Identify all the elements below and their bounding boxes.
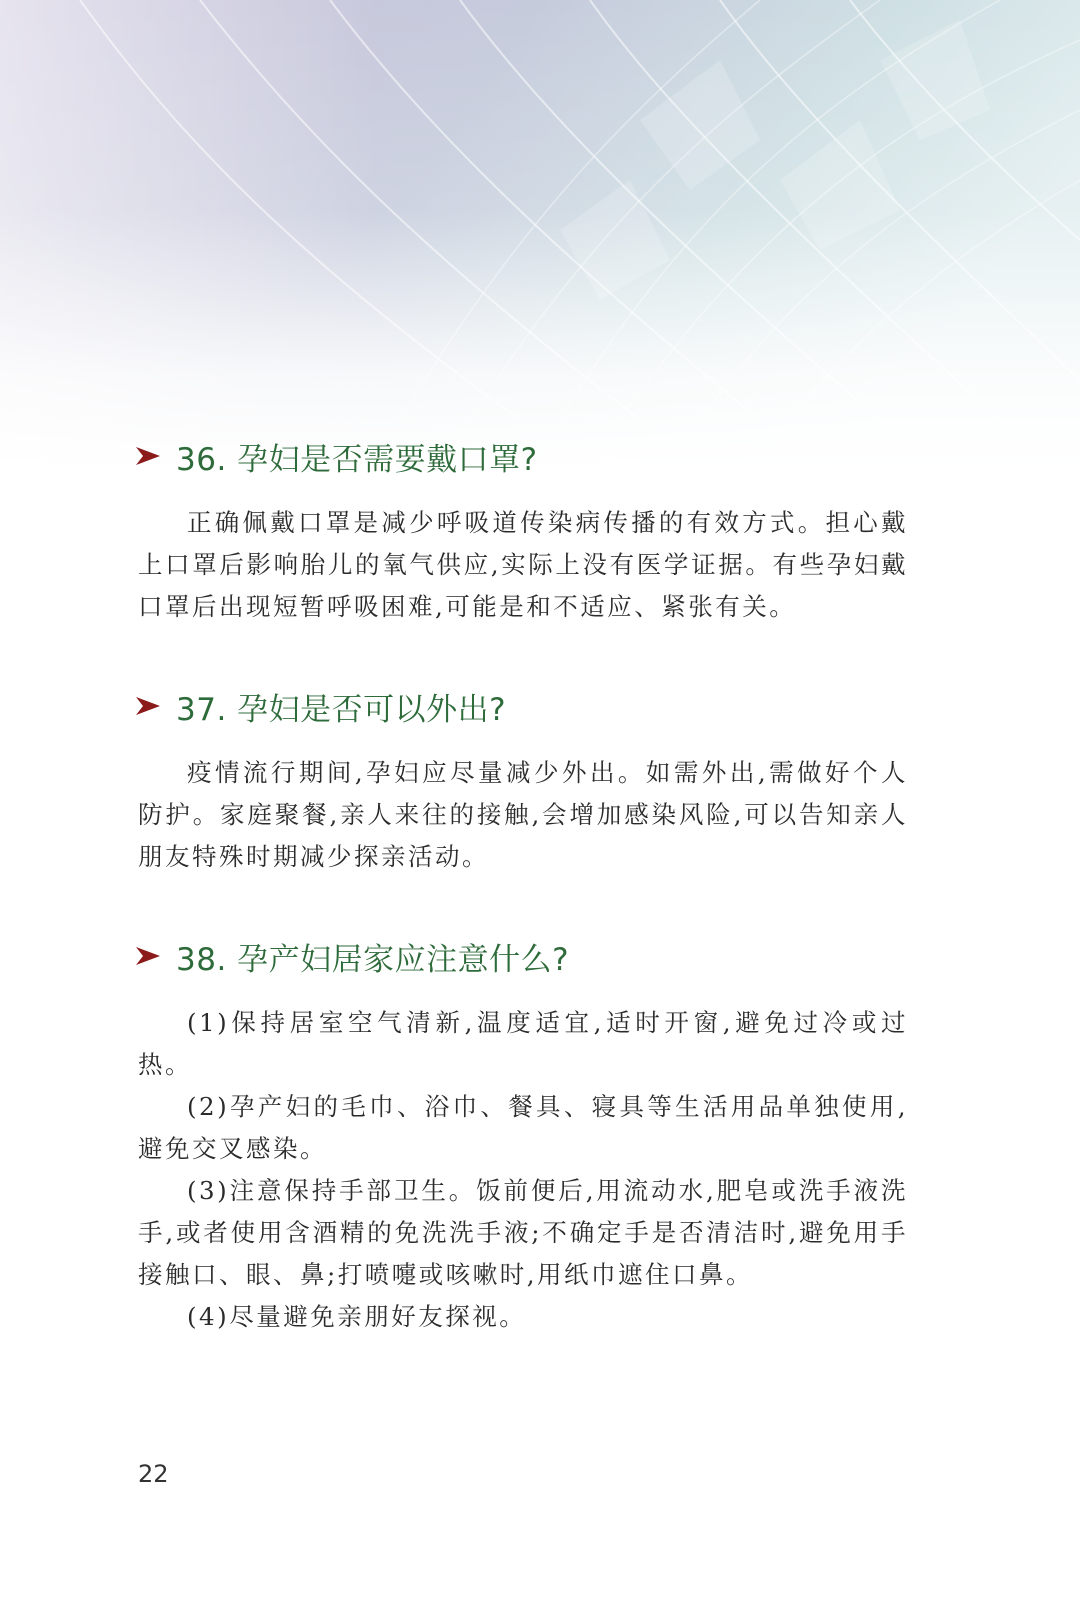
paragraph-item-3: (3)注意保持手部卫生。饭前便后,用流动水,肥皂或洗手液洗手,或者使用含酒精的免洗洗手液;不确定手是否清洁时,避免用手接触口、眼、鼻;打喷嚏或咳嗽时,用纸巾遮住口鼻。 <box>138 1176 908 1289</box>
section-heading <box>134 678 908 734</box>
paragraph-item-1: (1)保持居室空气清新,温度适宜,适时开窗,避免过冷或过热。 <box>138 1008 908 1079</box>
paragraph: 疫情流行期间,孕妇应尽量减少外出。如需外出,需做好个人防护。家庭聚餐,亲人来往的接触,会增加感染风险,可以告知亲人朋友特殊时期减少探亲活动。 <box>138 758 908 871</box>
section-body <box>138 502 908 628</box>
page-number: 22 <box>138 1460 169 1488</box>
section-heading <box>134 428 908 484</box>
section-36 <box>138 428 908 628</box>
paragraph: 正确佩戴口罩是减少呼吸道传染病传播的有效方式。担心戴上口罩后影响胎儿的氧气供应,实际上没有医学证据。有些孕妇戴口罩后出现短暂呼吸困难,可能是和不适应、紧张有关。 <box>138 508 908 621</box>
arrow-bullet-icon <box>134 695 162 717</box>
section-body <box>138 1002 908 1338</box>
section-body <box>138 752 908 878</box>
section-heading <box>134 928 908 984</box>
section-title: 37. 孕妇是否可以外出? <box>176 691 507 728</box>
section-37 <box>138 678 908 878</box>
arrow-bullet-icon <box>134 945 162 967</box>
banner-graphic <box>0 0 1080 470</box>
paragraph-item-4: (4)尽量避免亲朋好友探视。 <box>187 1302 527 1331</box>
page-content <box>138 428 908 1338</box>
header-banner <box>0 0 1080 470</box>
section-38 <box>138 928 908 1338</box>
arrow-bullet-icon <box>134 445 162 467</box>
section-title: 38. 孕产妇居家应注意什么? <box>176 941 570 978</box>
section-title: 36. 孕妇是否需要戴口罩? <box>176 441 538 478</box>
paragraph-item-2: (2)孕产妇的毛巾、浴巾、餐具、寝具等生活用品单独使用,避免交叉感染。 <box>138 1092 908 1163</box>
